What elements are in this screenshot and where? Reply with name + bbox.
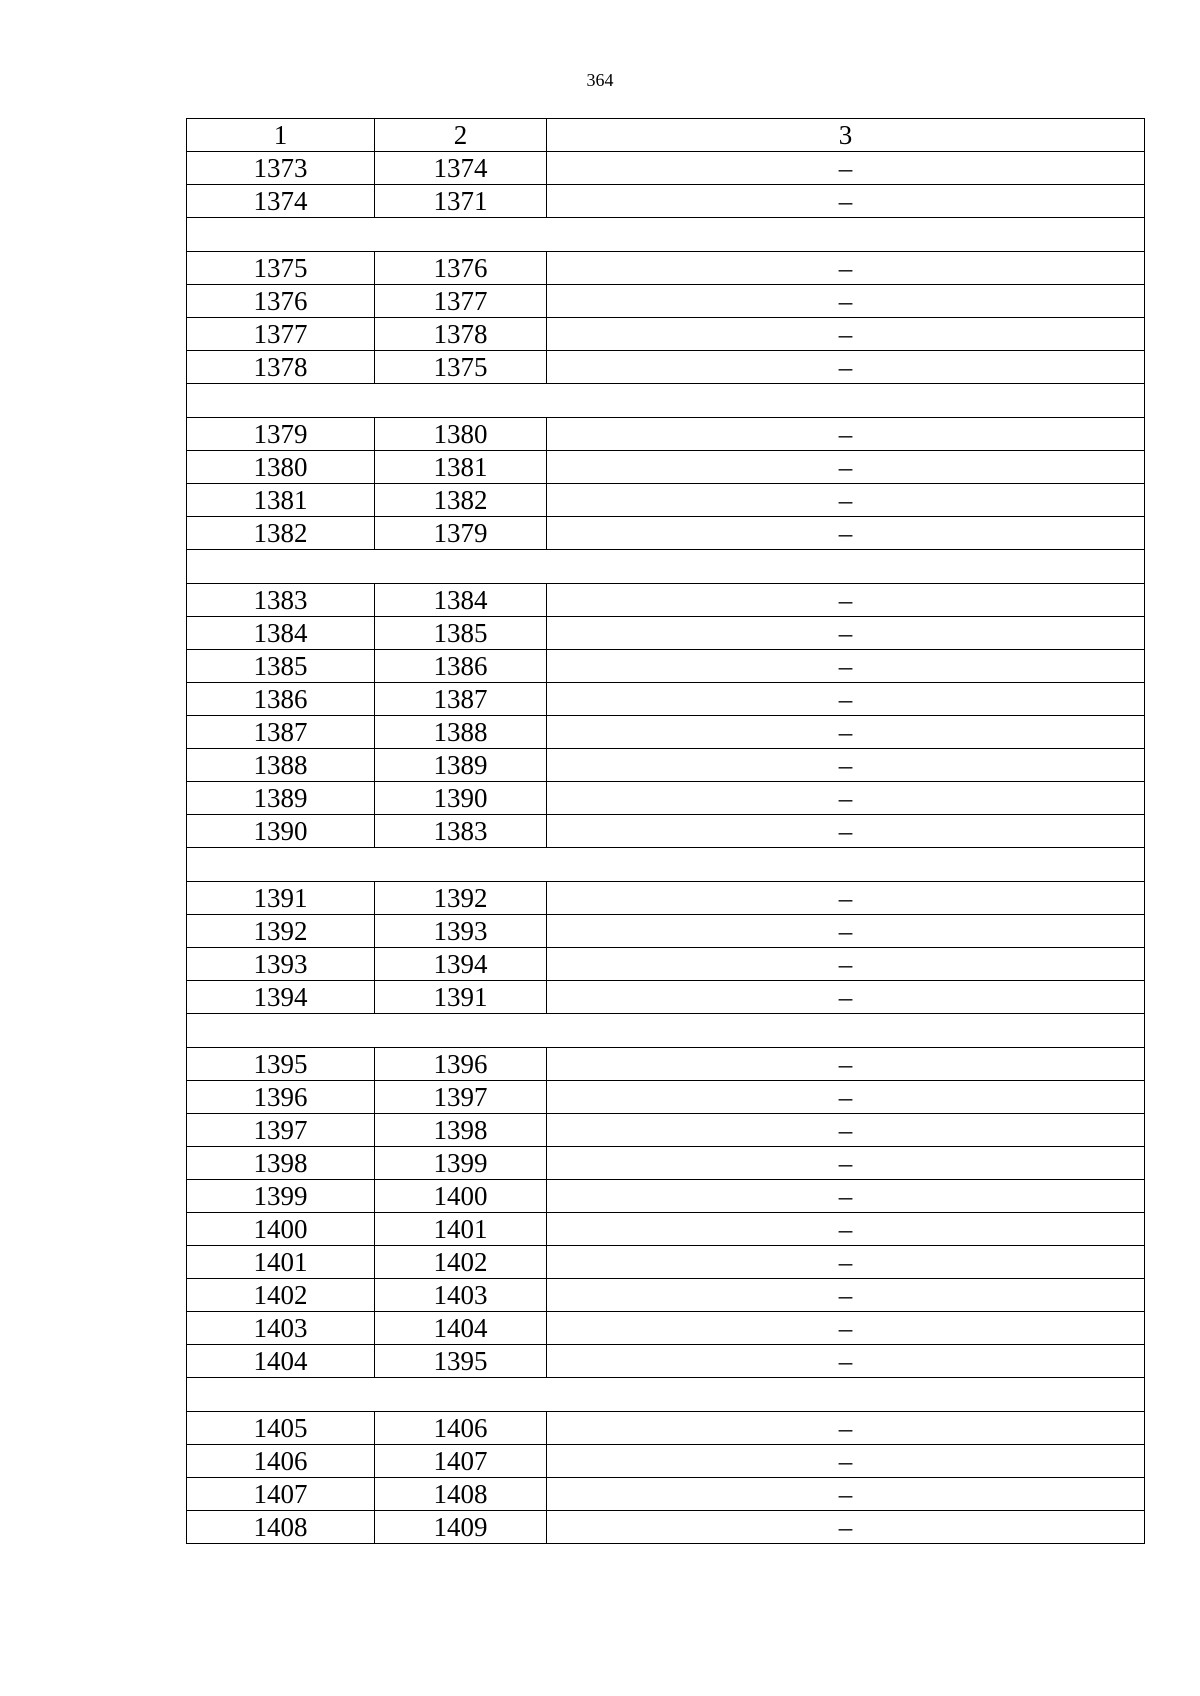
- table-cell-col-1: 1408: [187, 1511, 375, 1544]
- table-cell-col-1: 1378: [187, 351, 375, 384]
- table-cell-col-1: 1396: [187, 1081, 375, 1114]
- separator-cell: [187, 384, 1145, 418]
- table-cell-col-1: 1394: [187, 981, 375, 1014]
- table-cell-col-3: –: [547, 152, 1145, 185]
- table-cell-col-2: 1392: [375, 882, 547, 915]
- table-cell-col-3: –: [547, 1114, 1145, 1147]
- table-cell-col-3: –: [547, 1081, 1145, 1114]
- table-cell-col-2: 1401: [375, 1213, 547, 1246]
- table-cell-col-2: 1394: [375, 948, 547, 981]
- table-cell-col-3: –: [547, 716, 1145, 749]
- table-cell-col-1: 1391: [187, 882, 375, 915]
- table-cell-col-3: –: [547, 1213, 1145, 1246]
- table-cell-col-1: 1382: [187, 517, 375, 550]
- table-row: [187, 451, 1145, 484]
- table-cell-col-1: 1407: [187, 1478, 375, 1511]
- table-row: [187, 915, 1145, 948]
- table-cell-col-1: 1381: [187, 484, 375, 517]
- table-cell-col-2: 1389: [375, 749, 547, 782]
- table-cell-col-1: 1400: [187, 1213, 375, 1246]
- table-cell-col-3: –: [547, 1048, 1145, 1081]
- table-row: [187, 1180, 1145, 1213]
- table-cell-col-3: –: [547, 1180, 1145, 1213]
- table-row: [187, 1048, 1145, 1081]
- table-cell-col-2: 1406: [375, 1412, 547, 1445]
- table-row: [187, 1412, 1145, 1445]
- table-row: [187, 351, 1145, 384]
- table-row: [187, 185, 1145, 218]
- table-cell-col-3: –: [547, 451, 1145, 484]
- table-cell-col-2: 1396: [375, 1048, 547, 1081]
- header-cell: 1: [187, 119, 375, 152]
- table-row: [187, 650, 1145, 683]
- table-row: [187, 815, 1145, 848]
- table-row: [187, 882, 1145, 915]
- separator-cell: [187, 1014, 1145, 1048]
- group-separator-row: [187, 1378, 1145, 1412]
- table-cell-col-1: 1395: [187, 1048, 375, 1081]
- table-cell-col-3: –: [547, 981, 1145, 1014]
- table-cell-col-2: 1383: [375, 815, 547, 848]
- table-cell-col-1: 1375: [187, 252, 375, 285]
- table-cell-col-3: –: [547, 650, 1145, 683]
- table-row: [187, 584, 1145, 617]
- table-cell-col-3: –: [547, 1312, 1145, 1345]
- table-cell-col-2: 1371: [375, 185, 547, 218]
- table-cell-col-1: 1393: [187, 948, 375, 981]
- table-cell-col-1: 1392: [187, 915, 375, 948]
- table-cell-col-1: 1383: [187, 584, 375, 617]
- table-cell-col-2: 1397: [375, 1081, 547, 1114]
- table-cell-col-3: –: [547, 915, 1145, 948]
- table-cell-col-1: 1376: [187, 285, 375, 318]
- table-cell-col-1: 1390: [187, 815, 375, 848]
- table-row: [187, 1147, 1145, 1180]
- table-cell-col-2: 1395: [375, 1345, 547, 1378]
- table-row: [187, 1114, 1145, 1147]
- table-cell-col-3: –: [547, 351, 1145, 384]
- table-cell-col-1: 1386: [187, 683, 375, 716]
- table-cell-col-2: 1398: [375, 1114, 547, 1147]
- table-cell-col-3: –: [547, 185, 1145, 218]
- separator-cell: [187, 218, 1145, 252]
- table-cell-col-1: 1385: [187, 650, 375, 683]
- table-cell-col-3: –: [547, 617, 1145, 650]
- table-cell-col-2: 1402: [375, 1246, 547, 1279]
- table-cell-col-1: 1379: [187, 418, 375, 451]
- table-cell-col-1: 1401: [187, 1246, 375, 1279]
- table-cell-col-2: 1384: [375, 584, 547, 617]
- header-row: [187, 119, 1145, 152]
- table-cell-col-3: –: [547, 252, 1145, 285]
- table-cell-col-3: –: [547, 1147, 1145, 1180]
- table-cell-col-2: 1404: [375, 1312, 547, 1345]
- table-cell-col-2: 1408: [375, 1478, 547, 1511]
- table-cell-col-2: 1399: [375, 1147, 547, 1180]
- separator-cell: [187, 550, 1145, 584]
- table-cell-col-3: –: [547, 484, 1145, 517]
- header-cell: 3: [547, 119, 1145, 152]
- table-cell-col-3: –: [547, 683, 1145, 716]
- table-row: [187, 749, 1145, 782]
- table-row: [187, 1279, 1145, 1312]
- table-cell-col-2: 1391: [375, 981, 547, 1014]
- table-cell-col-1: 1388: [187, 749, 375, 782]
- table-cell-col-3: –: [547, 318, 1145, 351]
- table-row: [187, 981, 1145, 1014]
- table-cell-col-2: 1387: [375, 683, 547, 716]
- table-cell-col-1: 1374: [187, 185, 375, 218]
- table-cell-col-2: 1407: [375, 1445, 547, 1478]
- separator-cell: [187, 1378, 1145, 1412]
- table-cell-col-1: 1373: [187, 152, 375, 185]
- data-table: [186, 118, 1145, 1544]
- table-cell-col-1: 1387: [187, 716, 375, 749]
- table-row: [187, 617, 1145, 650]
- table-cell-col-1: 1406: [187, 1445, 375, 1478]
- table-cell-col-2: 1390: [375, 782, 547, 815]
- table-row: [187, 285, 1145, 318]
- table-cell-col-1: 1403: [187, 1312, 375, 1345]
- table-cell-col-2: 1379: [375, 517, 547, 550]
- table-cell-col-1: 1397: [187, 1114, 375, 1147]
- table-row: [187, 1511, 1145, 1544]
- table-cell-col-2: 1388: [375, 716, 547, 749]
- table-row: [187, 1312, 1145, 1345]
- group-separator-row: [187, 848, 1145, 882]
- group-separator-row: [187, 1014, 1145, 1048]
- table-cell-col-1: 1402: [187, 1279, 375, 1312]
- table-cell-col-2: 1385: [375, 617, 547, 650]
- table-row: [187, 948, 1145, 981]
- table-cell-col-1: 1399: [187, 1180, 375, 1213]
- table-cell-col-3: –: [547, 815, 1145, 848]
- table-cell-col-2: 1382: [375, 484, 547, 517]
- table-cell-col-3: –: [547, 1445, 1145, 1478]
- table-row: [187, 1445, 1145, 1478]
- table-cell-col-2: 1409: [375, 1511, 547, 1544]
- table-cell-col-2: 1393: [375, 915, 547, 948]
- table-row: [187, 418, 1145, 451]
- separator-cell: [187, 848, 1145, 882]
- table-cell-col-3: –: [547, 749, 1145, 782]
- table-cell-col-3: –: [547, 418, 1145, 451]
- table-cell-col-1: 1384: [187, 617, 375, 650]
- group-separator-row: [187, 550, 1145, 584]
- table-body: [187, 119, 1145, 1544]
- header-cell: 2: [375, 119, 547, 152]
- table-cell-col-2: 1400: [375, 1180, 547, 1213]
- table-row: [187, 318, 1145, 351]
- table-cell-col-1: 1377: [187, 318, 375, 351]
- table-row: [187, 252, 1145, 285]
- table-cell-col-3: –: [547, 882, 1145, 915]
- table-cell-col-1: 1398: [187, 1147, 375, 1180]
- table-cell-col-3: –: [547, 1478, 1145, 1511]
- page-number: 364: [586, 70, 614, 90]
- table-cell-col-2: 1381: [375, 451, 547, 484]
- table-row: [187, 484, 1145, 517]
- table-cell-col-1: 1389: [187, 782, 375, 815]
- table-cell-col-2: 1380: [375, 418, 547, 451]
- table-row: [187, 1345, 1145, 1378]
- table-row: [187, 152, 1145, 185]
- table-cell-col-3: –: [547, 948, 1145, 981]
- table-row: [187, 716, 1145, 749]
- table-cell-col-1: 1405: [187, 1412, 375, 1445]
- table-cell-col-1: 1380: [187, 451, 375, 484]
- table-cell-col-2: 1376: [375, 252, 547, 285]
- table-cell-col-3: –: [547, 1345, 1145, 1378]
- table-cell-col-3: –: [547, 1511, 1145, 1544]
- table-row: [187, 1246, 1145, 1279]
- table-row: [187, 683, 1145, 716]
- table-cell-col-2: 1378: [375, 318, 547, 351]
- table-row: [187, 517, 1145, 550]
- table-cell-col-2: 1386: [375, 650, 547, 683]
- table-cell-col-1: 1404: [187, 1345, 375, 1378]
- table-cell-col-2: 1403: [375, 1279, 547, 1312]
- table-cell-col-2: 1375: [375, 351, 547, 384]
- table-cell-col-3: –: [547, 517, 1145, 550]
- table-cell-col-2: 1377: [375, 285, 547, 318]
- table-cell-col-3: –: [547, 584, 1145, 617]
- table-cell-col-2: 1374: [375, 152, 547, 185]
- group-separator-row: [187, 384, 1145, 418]
- group-separator-row: [187, 218, 1145, 252]
- table-row: [187, 1081, 1145, 1114]
- table-cell-col-3: –: [547, 285, 1145, 318]
- table-row: [187, 1478, 1145, 1511]
- table-cell-col-3: –: [547, 1412, 1145, 1445]
- table-row: [187, 1213, 1145, 1246]
- table-row: [187, 782, 1145, 815]
- table-cell-col-3: –: [547, 1279, 1145, 1312]
- table-cell-col-3: –: [547, 1246, 1145, 1279]
- table-cell-col-3: –: [547, 782, 1145, 815]
